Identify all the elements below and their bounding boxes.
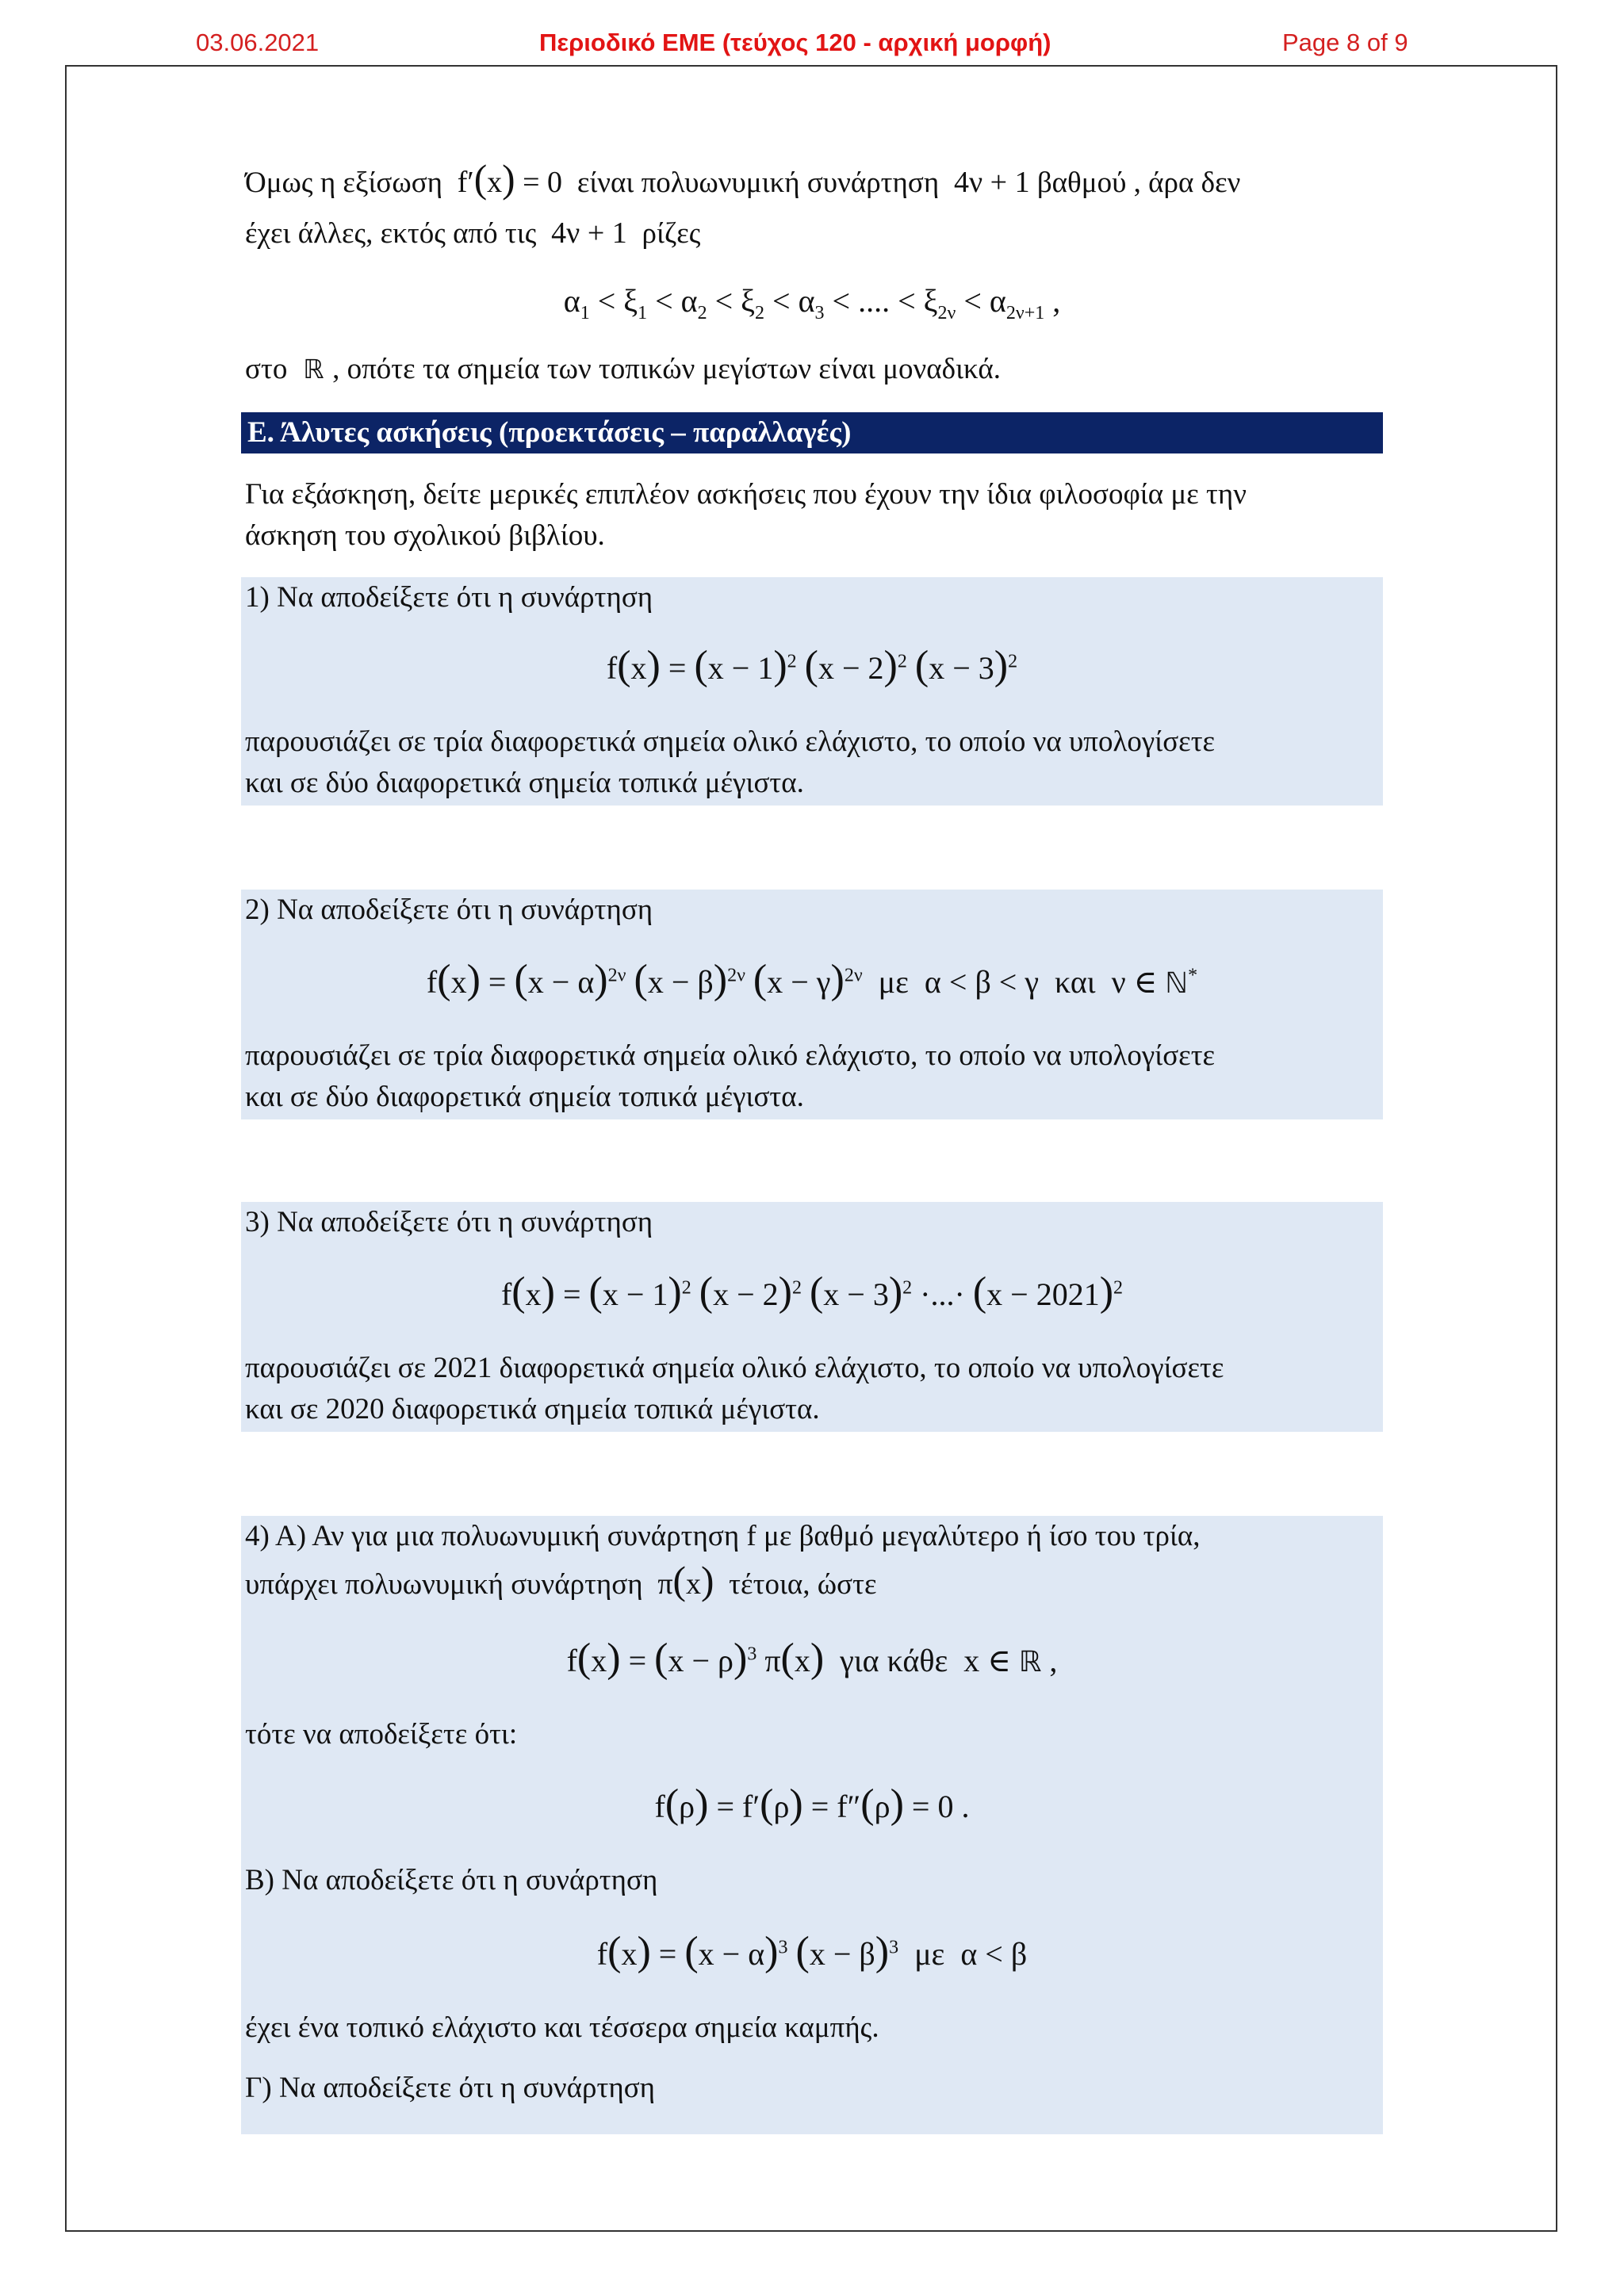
degree-expression: 4ν + 1 <box>946 166 1030 199</box>
exercise-4-part-b-text: έχει ένα τοπικό ελάχιστο και τέσσερα σημεία καμπής. <box>245 2011 879 2044</box>
section-intro-line-1: Για εξάσκηση, δείτε μερικές επιπλέον ασκήσεις που έχουν την ίδια φιλοσοφία με την <box>245 478 1247 511</box>
exercise-4-line-1: 4) Α) Αν για μια πολυωνυμική συνάρτηση f με βαθμό μεγαλύτερο ή ίσο του τρία, <box>245 1520 1201 1552</box>
exercise-1-text-2: και σε δύο διαφορετικά σημεία τοπικά μέγιστα. <box>245 767 804 799</box>
exercise-4-formula-a: $f(x) = (x - \rho)^3$ π(x) για κάθε x ∈ ℝ , <box>566 1636 1058 1681</box>
root-count-expression: 4ν + 1 <box>543 216 635 250</box>
intro-text: είναι πολυωνυμική συνάρτηση <box>576 166 940 199</box>
exercise-3-text-2: και σε 2020 διαφορετικά σημεία τοπικά μέγιστα. <box>245 1393 820 1425</box>
intro-text: Όμως η εξίσωση <box>245 166 442 199</box>
exercise-2-and: και <box>1055 964 1096 1000</box>
page-indicator: Page 8 of 9 <box>1282 29 1408 56</box>
exercise-3-prompt: 3) Να αποδείξετε ότι η συνάρτηση <box>245 1206 653 1238</box>
exercise-1-box <box>241 577 1383 806</box>
intro-line-2 <box>245 212 1395 254</box>
header-date: 03.06.2021 <box>196 29 320 56</box>
exercise-2-formula: $f(x) = (x - \alpha)^{2\nu}$ $(x - \beta)^{2\nu}$ $(x - \gamma)^{2\nu}$ με α < β < γ και ν ∈ ℕ* <box>426 957 1198 1002</box>
exercise-4-part-b: Β) Να αποδείξετε ότι η συνάρτηση <box>245 1864 658 1896</box>
intro-conclusion <box>245 349 1395 390</box>
pi-function: π(x) <box>649 1559 714 1602</box>
intro-text: ρίζες <box>642 217 701 250</box>
exercise-2-text-2: και σε δύο διαφορετικά σημεία τοπικά μέγιστα. <box>245 1081 804 1113</box>
exercise-4-with: με <box>914 1936 945 1972</box>
exercise-4-formula-b: f(ρ) = f′(ρ) = f″(ρ) = 0 . <box>654 1781 970 1827</box>
exercise-1-formula: $f(x) = (x - 1)^2$ $(x - 2)^2$ $(x - 3)^2$ <box>606 643 1018 688</box>
exercise-4-text: τέτοια, ώστε <box>729 1568 877 1601</box>
exercise-4-line-2 <box>245 1560 1371 1605</box>
exercise-2-text-1: παρουσιάζει σε τρία διαφορετικά σημεία ολικό ελάχιστο, το οποίο να υπολογίσετε <box>245 1039 1216 1072</box>
section-heading: Ε. Άλυτες ασκήσεις (προεκτάσεις – παραλλαγές) <box>241 412 1383 453</box>
exercise-3-text-1: παρουσιάζει σε 2021 διαφορετικά σημεία ολικό ελάχιστο, το οποίο να υπολογίσετε <box>245 1352 1224 1384</box>
root-ordering-formula: $\alpha_1 < \xi_1 < \alpha_2 < \xi_2 < \alpha_3$ < .... < $\xi_{2\nu} < \alpha_{2\nu+1}$ , <box>563 283 1061 323</box>
exercise-2-box <box>241 890 1383 1119</box>
intro-text: βαθμού , άρα δεν <box>1036 166 1241 199</box>
exercise-1-text-1: παρουσιάζει σε τρία διαφορετικά σημεία ολικό ελάχιστο, το οποίο να υπολογίσετε <box>245 725 1216 758</box>
exercise-4-box <box>241 1516 1383 2134</box>
exercise-4-text: υπάρχει πολυωνυμική συνάρτηση <box>245 1568 643 1601</box>
intro-text: στο <box>245 353 288 385</box>
intro-line-1 <box>245 159 1395 204</box>
exercise-3-formula: $f(x) = (x - 1)^2$ $(x - 2)^2$ $(x - 3)^2$ ·...· $(x - 2021)^2$ <box>500 1269 1124 1314</box>
exercise-1-prompt: 1) Να αποδείξετε ότι η συνάρτηση <box>245 581 653 614</box>
reals-symbol: ℝ <box>294 354 333 385</box>
section-intro-line-2: άσκηση του σχολικού βιβλίου. <box>245 519 605 552</box>
intro-text: , οπότε τα σημεία των τοπικών μεγίστων είναι μοναδικά. <box>332 353 1002 385</box>
exercise-2-with: με <box>878 964 909 1000</box>
exercise-2-prompt: 2) Να αποδείξετε ότι η συνάρτηση <box>245 894 653 926</box>
intro-text: έχει άλλες, εκτός από τις <box>245 217 537 250</box>
exercise-4-part-c: Γ) Να αποδείξετε ότι η συνάρτηση <box>245 2072 656 2104</box>
exercise-4-then: τότε να αποδείξετε ότι: <box>245 1718 518 1751</box>
exercise-3-box <box>241 1202 1383 1432</box>
header-title: Περιοδικό ΕΜΕ (τεύχος 120 - αρχική μορφή) <box>539 29 1051 56</box>
derivative-equation: f′(x) = 0 <box>450 157 570 201</box>
exercise-4-for-each: για κάθε <box>840 1643 948 1678</box>
exercise-4-formula-c: $f(x) = (x - \alpha)^3$ $(x - \beta)^3$ με α < β <box>596 1929 1028 1974</box>
